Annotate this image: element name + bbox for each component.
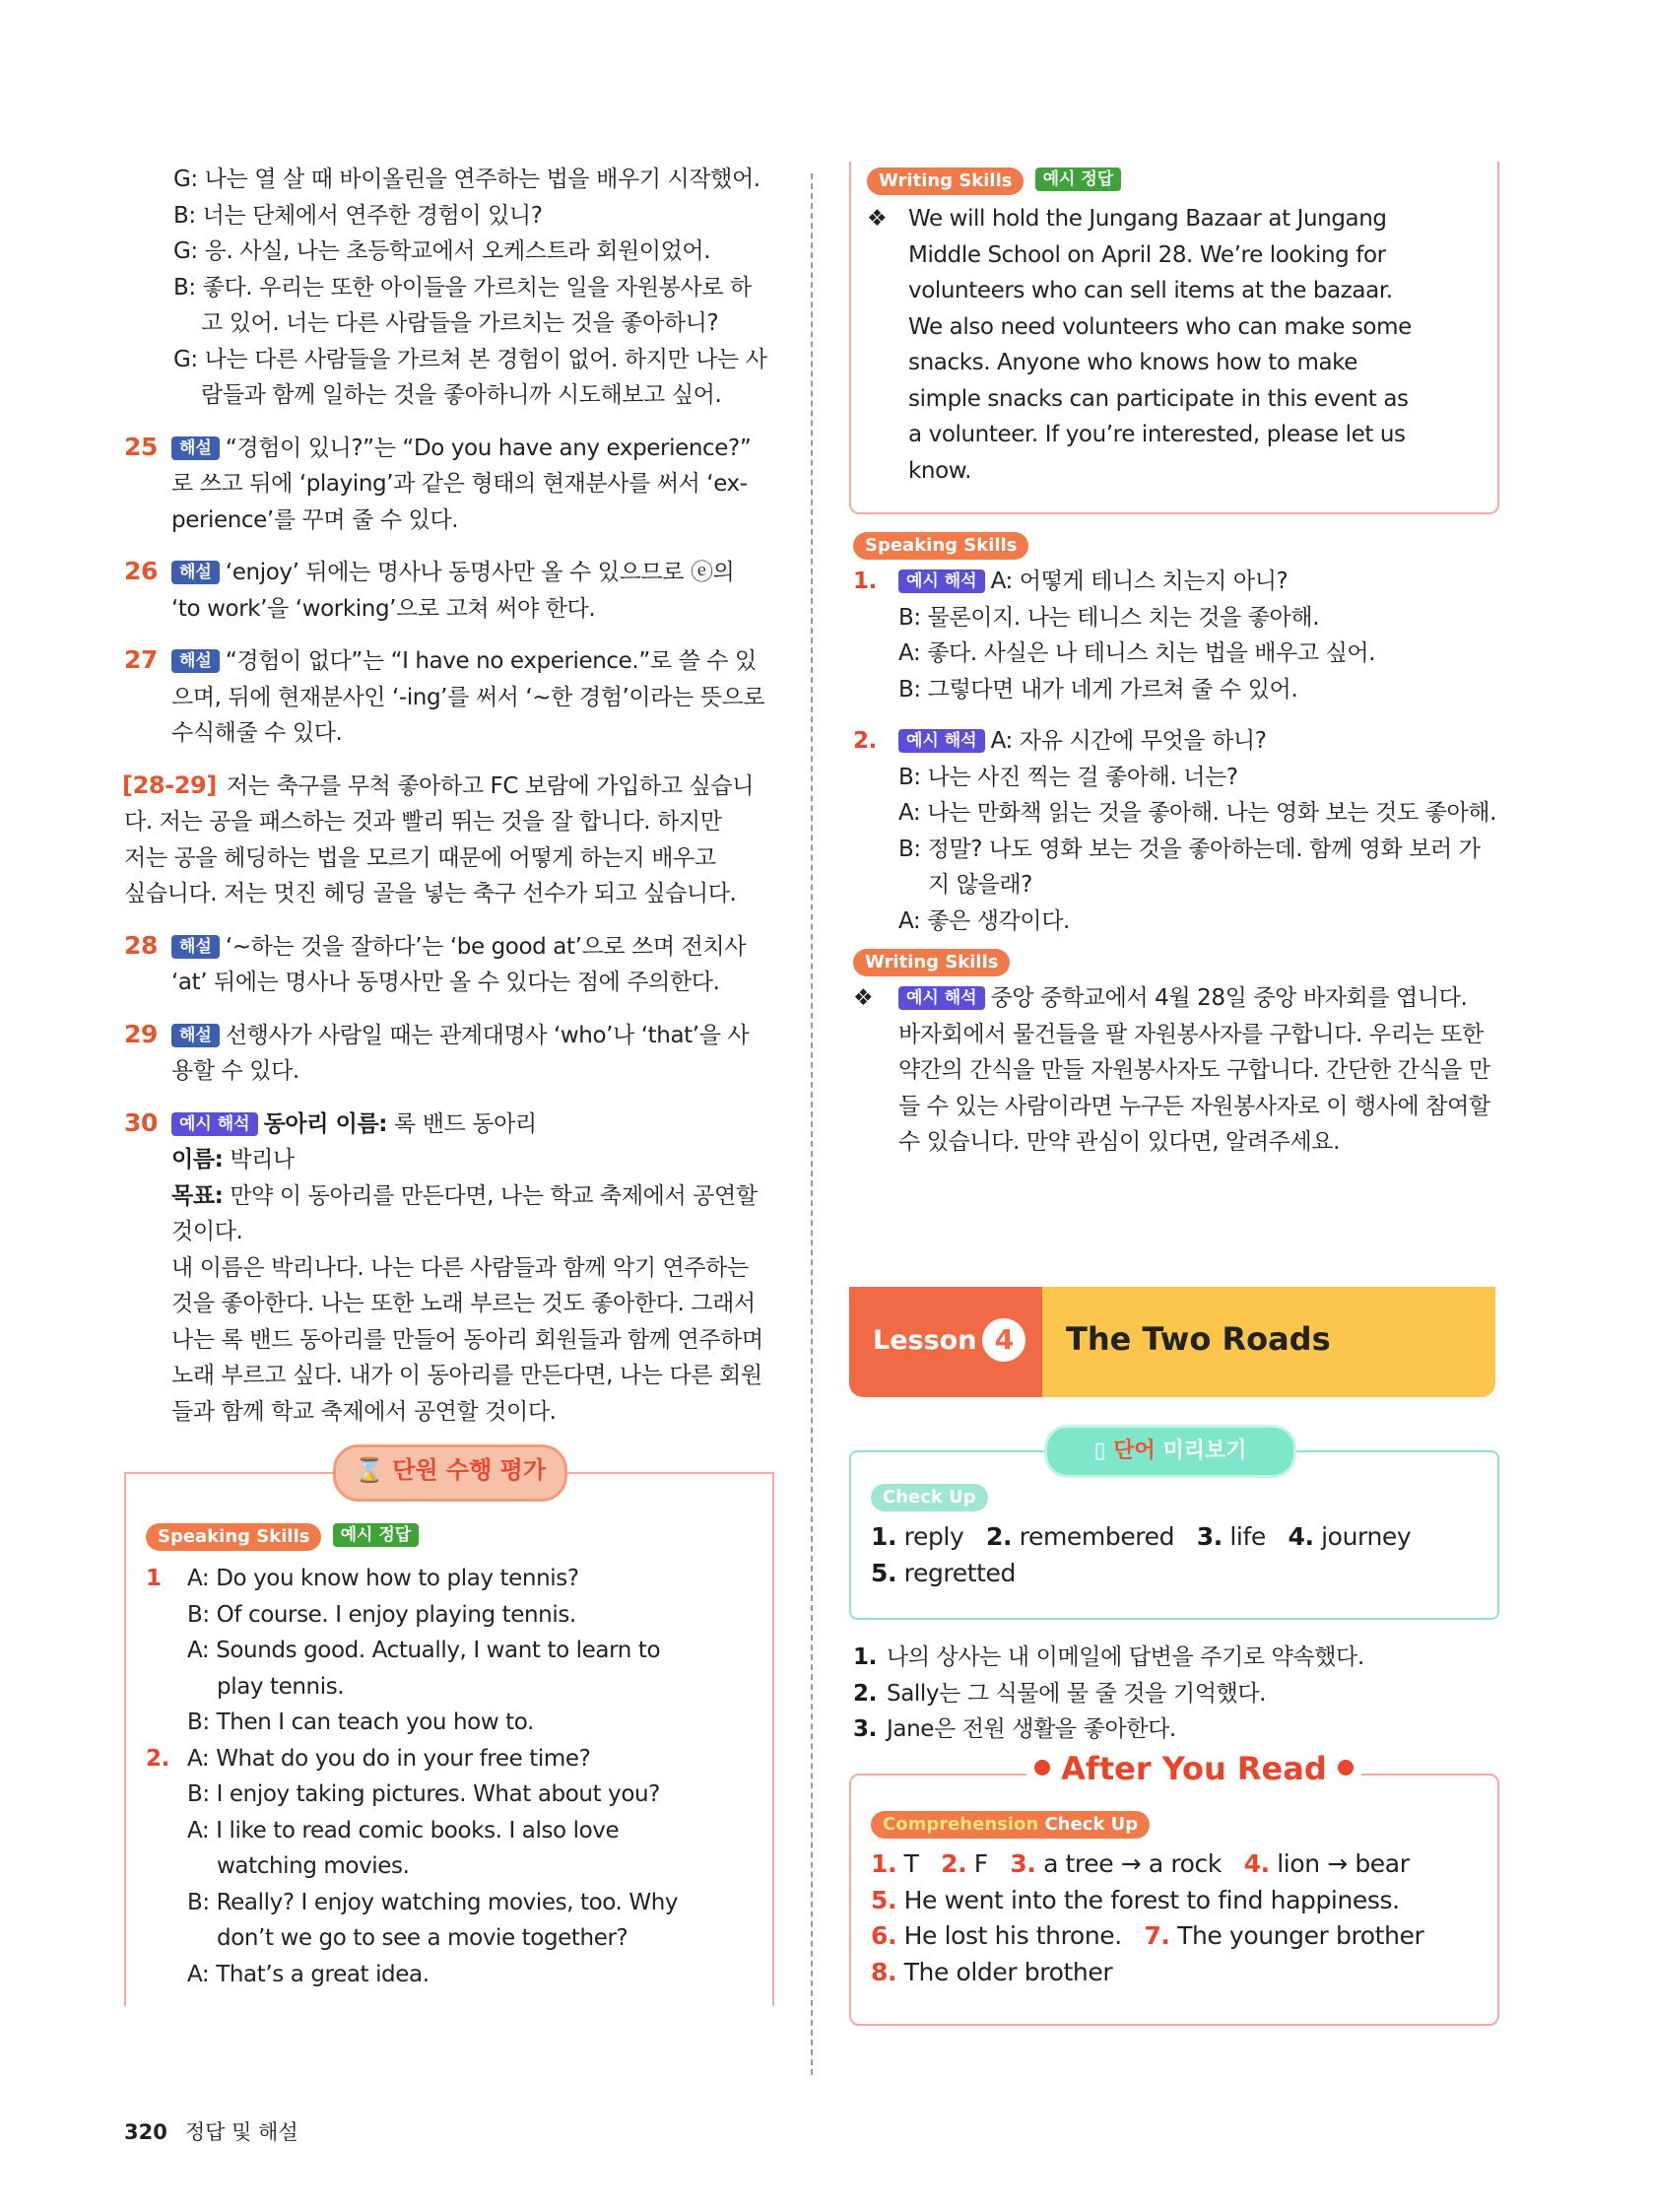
translation-tag: 예시 해석: [171, 1112, 258, 1136]
item-number: 2.: [853, 728, 877, 754]
page-footer: [124, 2116, 298, 2146]
answer-word: journey: [1321, 1522, 1412, 1551]
dialog-line: don’t we go to see a movie together?: [217, 1925, 628, 1951]
answer-29: [124, 1017, 774, 1090]
explain-tag: 해설: [171, 935, 220, 959]
writing-line: Middle School on April 28. We’re looking for: [908, 241, 1386, 268]
translation-tag: 예시 해석: [898, 729, 985, 753]
answer-number: 3.: [1196, 1522, 1223, 1551]
name-value: 박리나: [223, 1147, 295, 1173]
dot-icon: [1034, 1760, 1050, 1776]
dialog-line: B: 너는 단체에서 연주한 경험이 있니?: [173, 202, 543, 229]
writing-translation: [853, 980, 1503, 1161]
dot-icon: [1338, 1760, 1354, 1776]
speaking-translation-2: [853, 723, 1503, 939]
dialog-line: B: Then I can teach you how to.: [187, 1709, 534, 1735]
writing-line: volunteers who can sell items at the bazaar.: [908, 278, 1393, 303]
question-number: 30: [124, 1107, 158, 1137]
answer-number: 4.: [1288, 1522, 1314, 1551]
writing-line: simple snacks can participate in this event as: [908, 385, 1409, 412]
essay-line: 나는 록 밴드 동아리를 만들어 동아리 회원들과 함께 연주하며: [171, 1326, 763, 1353]
dialog-line: B: 물론이지. 나는 테니스 치는 것을 좋아해.: [898, 604, 1320, 631]
answer-text: T: [903, 1849, 919, 1878]
dialog-line: B: 나는 사진 찍는 걸 좋아해. 너는?: [898, 764, 1238, 790]
answer-number: 4.: [1243, 1849, 1270, 1878]
item-number: 3.: [853, 1716, 877, 1742]
comprehension-content: [871, 1811, 1482, 1990]
translation-text: Jane은 전원 생활을 좋아한다.: [887, 1716, 1176, 1742]
essay-line: 것을 좋아한다. 나는 또한 노래 부르는 것도 좋아한다. 그래서: [171, 1291, 756, 1316]
goal-value: 만약 이 동아리를 만든다면, 나는 학교 축제에서 공연할: [223, 1182, 758, 1209]
lesson-banner: [1042, 1287, 1495, 1397]
answer-text: He went into the forest to find happiness.: [903, 1885, 1400, 1914]
page-number: 320: [124, 2120, 167, 2144]
answer-text: He lost his throne.: [903, 1921, 1122, 1950]
answer-text: 용할 수 있다.: [171, 1058, 299, 1084]
word-preview-title: [1044, 1425, 1296, 1478]
column-divider: [811, 173, 813, 2075]
answer-text: perience’를 꾸며 줄 수 있다.: [171, 506, 459, 533]
speaking-skills-label: Speaking Skills: [146, 1523, 321, 1551]
answer-number: 5.: [871, 1558, 897, 1587]
bullet-icon: ❖: [867, 206, 888, 232]
dialog-line: B: Really? I enjoy watching movies, too. Why: [187, 1889, 679, 1915]
answer-text: lion → bear: [1277, 1849, 1410, 1878]
writing-line: 중앙 중학교에서 4월 28일 중앙 바자회를 엽니다.: [990, 985, 1468, 1011]
writing-line: snacks. Anyone who knows how to make: [908, 350, 1358, 375]
dialog-line: B: 그렇다면 내가 네게 가르쳐 줄 수 있어.: [898, 676, 1298, 703]
dialog-line: 지 않을래?: [928, 872, 1032, 898]
writing-line: a volunteer. If you’re interested, please let us: [908, 422, 1406, 447]
essay-line: 들과 함께 학교 축제에서 공연할 것이다.: [171, 1398, 557, 1425]
answer-text: “경험이 없다”는 “I have no experience.”로 쓸 수 있: [225, 648, 757, 674]
answer-text: 다. 저는 공을 패스하는 것과 빨리 뛰는 것을 잘 합니다. 하지만: [124, 809, 722, 835]
dialog-block: [124, 162, 774, 414]
writing-line: 수 있습니다. 만약 관심이 있다면, 알려주세요.: [898, 1129, 1341, 1155]
writing-skills-label: Writing Skills: [853, 949, 1010, 976]
dialog-line: 람들과 함께 일하는 것을 좋아하니까 시도해보고 싶어.: [201, 382, 722, 408]
answer-word: reply: [903, 1522, 964, 1551]
check-up-label: Check Up: [1038, 1814, 1139, 1835]
dialog-line: A: Do you know how to play tennis?: [187, 1566, 579, 1591]
lesson-label: Lesson: [873, 1325, 977, 1356]
explain-tag: 해설: [171, 561, 220, 584]
dialog-line: G: 나는 다른 사람들을 가르쳐 본 경험이 없어. 하지만 나는 사: [173, 346, 767, 372]
translation-text: Sally는 그 식물에 물 줄 것을 기억했다.: [887, 1680, 1267, 1707]
speaking-answer-1: [146, 1561, 757, 1741]
answer-word: life: [1229, 1522, 1266, 1551]
writing-line: 들 수 있는 사람이라면 누구든 자원봉사자로 이 행사에 참여할: [898, 1093, 1490, 1119]
word-preview-highlight: 단어: [1113, 1439, 1156, 1463]
answer-text: ‘enjoy’ 뒤에는 명사나 동명사만 올 수 있으므로 ⓔ의: [225, 560, 735, 585]
item-number: 1: [146, 1566, 162, 1591]
after-you-read-text: After You Read: [1061, 1750, 1327, 1787]
answer-26: [124, 554, 774, 627]
answer-text: 수식해줄 수 있다.: [171, 720, 343, 746]
left-column: [124, 162, 774, 1430]
explain-tag: 해설: [171, 1024, 220, 1047]
answer-number: 3.: [1010, 1849, 1036, 1878]
dialog-line: A: 자유 시간에 무엇을 하니?: [990, 728, 1267, 754]
item-number: 2.: [853, 1680, 877, 1707]
answer-word: regretted: [903, 1558, 1016, 1587]
dialog-line: B: Of course. I enjoy playing tennis.: [187, 1601, 576, 1628]
answer-number: 2.: [941, 1849, 967, 1878]
answer-number: 5.: [871, 1885, 897, 1914]
club-label: 동아리 이름:: [263, 1110, 388, 1137]
answer-number: 1.: [871, 1522, 897, 1551]
answer-text: 선행사가 사람일 때는 관계대명사 ‘who’나 ‘that’을 사: [225, 1022, 750, 1048]
goal-continued: 것이다.: [171, 1219, 243, 1244]
question-number: 28: [124, 930, 158, 960]
writing-skills-label: Writing Skills: [867, 168, 1024, 195]
check-up-content: [871, 1484, 1482, 1591]
answer-text: F: [973, 1849, 988, 1878]
lesson-number: 4: [982, 1318, 1025, 1362]
after-you-read-title: [1026, 1750, 1361, 1787]
comprehension-check-up-label: [871, 1811, 1150, 1839]
question-number: 26: [124, 557, 158, 585]
translation-tag: 예시 해석: [898, 570, 985, 593]
essay-line: 내 이름은 박리나다. 나는 다른 사람들과 함께 악기 연주하는: [171, 1254, 749, 1281]
writing-line: We will hold the Jungang Bazaar at Jungang: [908, 206, 1387, 232]
speaking-skills-label: Speaking Skills: [853, 532, 1028, 560]
essay-line: 노래 부르고 싶다. 내가 이 동아리를 만든다면, 나는 다른 회원: [171, 1363, 762, 1388]
answer-text: The older brother: [903, 1957, 1113, 1986]
item-number: 2.: [146, 1745, 169, 1772]
answer-tag: 예시 정답: [333, 1523, 420, 1547]
question-number: [28-29]: [122, 771, 217, 799]
answer-text: 싶습니다. 저는 멋진 헤딩 골을 넣는 축구 선수가 되고 싶습니다.: [124, 881, 737, 906]
translation-tag: 예시 해석: [898, 986, 985, 1010]
explain-tag: 해설: [171, 649, 220, 673]
answer-text: ‘~하는 것을 잘하다’는 ‘be good at’으로 쓰며 전치사: [225, 933, 747, 960]
dialog-line: A: 좋다. 사실은 나 테니스 치는 법을 배우고 싶어.: [898, 640, 1376, 666]
dialog-line: A: 좋은 생각이다.: [898, 907, 1070, 934]
goal-label: 목표:: [171, 1182, 224, 1209]
answer-number: 1.: [871, 1849, 897, 1878]
answer-number: 2.: [986, 1522, 1013, 1551]
club-value: 록 밴드 동아리: [387, 1110, 537, 1137]
dialog-line: 고 있어. 너는 다른 사람들을 가르치는 것을 좋아하니?: [201, 310, 719, 336]
footer-label: 정답 및 해설: [184, 2120, 298, 2144]
translation-text: 나의 상사는 내 이메일에 답변을 주기로 약속했다.: [887, 1644, 1364, 1670]
dialog-line: B: 정말? 나도 영화 보는 것을 좋아하는데. 함께 영화 보러 가: [898, 836, 1481, 862]
answer-text: “경험이 있니?”는 “Do you have any experience?”: [225, 435, 752, 461]
answer-30: [124, 1106, 774, 1431]
item-number: 1.: [853, 569, 877, 594]
answer-number: 7.: [1144, 1921, 1170, 1950]
answer-27: [124, 642, 774, 752]
sentence-translations: [853, 1640, 1503, 1748]
dialog-line: A: Sounds good. Actually, I want to learn to: [187, 1638, 661, 1663]
speaking-answer-2: [146, 1741, 757, 1993]
lesson-title: The Two Roads: [1066, 1320, 1331, 1358]
speaking-translation-section: [853, 532, 1503, 1161]
answer-number: 6.: [871, 1921, 897, 1950]
comprehension-label: Comprehension: [883, 1814, 1039, 1835]
answer-text: 로 쓰고 뒤에 ‘playing’과 같은 형태의 현재분사를 써서 ‘ex-: [171, 471, 748, 497]
answer-text: 저는 공을 헤딩하는 법을 모르기 때문에 어떻게 하는지 배우고: [124, 844, 716, 871]
speaking-translation-1: [853, 564, 1503, 707]
answer-25: [124, 430, 774, 539]
writing-line: We also need volunteers who can make some: [908, 313, 1412, 340]
item-number: 1.: [853, 1644, 877, 1670]
dialog-line: A: What do you do in your free time?: [187, 1745, 591, 1772]
dialog-line: A: 나는 만화책 읽는 것을 좋아해. 나는 영화 보는 것도 좋아해.: [898, 800, 1497, 826]
bullet-icon: ❖: [853, 985, 874, 1011]
explain-tag: 해설: [171, 436, 220, 460]
answer-word: remembered: [1019, 1522, 1175, 1551]
dialog-line: play tennis.: [217, 1673, 345, 1700]
word-preview-rest: 미리보기: [1155, 1439, 1247, 1463]
answer-text: ‘to work’을 ‘working’으로 고쳐 써야 한다.: [171, 595, 596, 622]
dialog-line: B: 좋다. 우리는 또한 아이들을 가르치는 일을 자원봉사로 하: [173, 274, 752, 301]
name-label: 이름:: [171, 1147, 224, 1173]
dialog-line: A: 어떻게 테니스 치는지 아니?: [990, 569, 1289, 594]
answer-number: 8.: [871, 1957, 897, 1986]
question-number: 27: [124, 645, 158, 674]
unit-evaluation-title: ⌛ 단원 수행 평가: [333, 1444, 567, 1502]
answer-text: 으며, 뒤에 현재분사인 ‘-ing’를 써서 ‘~한 경험’이라는 뜻으로: [171, 684, 765, 710]
dialog-line: watching movies.: [217, 1853, 410, 1879]
answer-28: [124, 928, 774, 1001]
check-up-label: Check Up: [871, 1484, 988, 1511]
answer-text: ‘at’ 뒤에는 명사나 동명사만 올 수 있다는 점에 주의한다.: [171, 970, 720, 995]
writing-line: 바자회에서 물건들을 팔 자원봉사자를 구합니다. 우리는 또한: [898, 1021, 1484, 1047]
answer-text: The younger brother: [1177, 1921, 1424, 1950]
dialog-line: G: 나는 열 살 때 바이올린을 연주하는 법을 배우기 시작했어.: [173, 167, 760, 192]
question-number: 29: [124, 1019, 158, 1048]
book-icon: ▯: [1093, 1439, 1106, 1463]
writing-line: know.: [908, 457, 971, 484]
lesson-badge: [849, 1287, 1042, 1397]
unit-evaluation-content: [146, 1523, 757, 1992]
dialog-line: A: That’s a great idea.: [187, 1961, 430, 1987]
answer-text: a tree → a rock: [1043, 1849, 1222, 1878]
dialog-line: G: 응. 사실, 나는 초등학교에서 오케스트라 회원이었어.: [173, 238, 711, 264]
dialog-line: B: I enjoy taking pictures. What about you?: [187, 1781, 660, 1807]
writing-answer-content: [867, 168, 1478, 489]
writing-line: 약간의 간식을 만들 자원봉사자도 구합니다. 간단한 간식을 만: [898, 1057, 1490, 1083]
dialog-line: A: I like to read comic books. I also love: [187, 1817, 620, 1843]
answer-tag: 예시 정답: [1035, 168, 1122, 191]
answer-text: 저는 축구를 무척 좋아하고 FC 보람에 가입하고 싶습니: [226, 772, 754, 799]
question-number: 25: [124, 432, 158, 461]
answer-28-29: [124, 768, 774, 912]
